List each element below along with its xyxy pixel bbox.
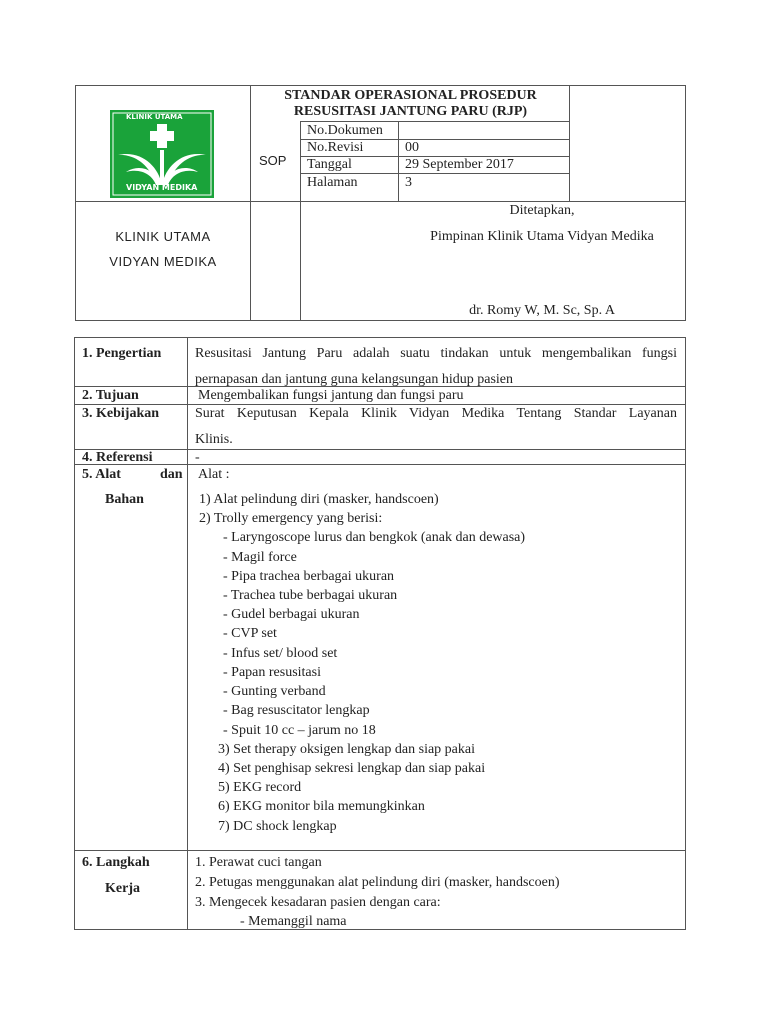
list-item: 5) EKG record	[218, 780, 302, 795]
signatory-name: dr. Romy W, M. Sc, Sp. A	[469, 303, 615, 318]
list-item: - Laryngoscope lurus dan bengkok (anak dan dewasa)	[223, 530, 526, 545]
list-item: 4) Set penghisap sekresi lengkap dan siap pakai	[218, 761, 486, 776]
list-item: - Pipa trachea berbagai ukuran	[223, 569, 395, 584]
section-label-kerja: Kerja	[105, 881, 140, 896]
logo-bottom-text: VIDYAN MEDIKA	[126, 183, 198, 192]
pimpinan-label: Pimpinan Klinik Utama Vidyan Medika	[430, 229, 654, 244]
section-label-referensi: 4. Referensi	[82, 450, 153, 465]
section-label-alat: 5. Alat	[82, 467, 121, 482]
list-item: - Spuit 10 cc – jarum no 18	[223, 723, 376, 738]
list-item: - Infus set/ blood set	[223, 646, 338, 661]
section-label-langkah: 6. Langkah	[82, 855, 150, 870]
list-item: 2. Petugas menggunakan alat pelindung diri (masker, handscoen)	[195, 875, 560, 890]
section-label-pengertian: 1. Pengertian	[82, 346, 162, 361]
list-item: - Gunting verband	[223, 684, 326, 699]
list-item: - CVP set	[223, 626, 277, 641]
section-label-bahan: Bahan	[105, 492, 144, 507]
kebijakan-text-line1: Surat Keputusan Kepala Klinik Vidyan Medika Tentang Standar Layanan	[195, 406, 677, 421]
section-label-kebijakan: 3. Kebijakan	[82, 406, 160, 421]
list-item: - Trachea tube berbagai ukuran	[223, 588, 398, 603]
doc-row-value: 3	[405, 175, 412, 190]
kebijakan-text-line2: Klinis.	[195, 432, 233, 447]
pengertian-text-line2: pernapasan dan jantung guna kelangsungan hidup pasien	[195, 372, 514, 387]
doc-row-label: Halaman	[307, 175, 358, 190]
doc-row-value: 29 September 2017	[405, 157, 514, 172]
list-item: 1. Perawat cuci tangan	[195, 855, 322, 870]
page-title-line1: STANDAR OPERASIONAL PROSEDUR	[284, 88, 537, 103]
list-item: 1) Alat pelindung diri (masker, handscoen)	[199, 492, 439, 507]
doc-row-value: 00	[405, 140, 419, 155]
referensi-text: -	[195, 450, 200, 465]
section-label-tujuan: 2. Tujuan	[82, 388, 139, 403]
ditetapkan-label: Ditetapkan,	[509, 203, 575, 218]
pengertian-text-line1: Resusitasi Jantung Paru adalah suatu tindakan untuk mengembalikan fungsi	[195, 346, 677, 361]
logo-top-text: KLINIK UTAMA	[126, 113, 183, 121]
page-title-line2: RESUSITASI JANTUNG PARU (RJP)	[293, 104, 528, 119]
sop-label: SOP	[259, 153, 287, 168]
doc-row-label: No.Dokumen	[307, 123, 383, 138]
list-item: - Bag resuscitator lengkap	[223, 703, 370, 718]
clinic-name-line1: KLINIK UTAMA	[115, 229, 211, 244]
list-item: 7) DC shock lengkap	[218, 819, 337, 834]
doc-row-label: No.Revisi	[307, 140, 364, 155]
list-item: - Magil force	[223, 550, 297, 565]
list-item: 2) Trolly emergency yang berisi:	[199, 511, 383, 526]
list-item: 3) Set therapy oksigen lengkap dan siap pakai	[218, 742, 475, 757]
list-item: - Gudel berbagai ukuran	[223, 607, 360, 622]
doc-row-label: Tanggal	[307, 157, 352, 172]
list-item: - Papan resusitasi	[223, 665, 321, 680]
list-item: - Memanggil nama	[240, 914, 347, 929]
alat-intro: Alat :	[198, 467, 230, 482]
section-label-dan: dan	[160, 467, 183, 482]
tujuan-text: Mengembalikan fungsi jantung dan fungsi paru	[198, 388, 464, 403]
list-item: 3. Mengecek kesadaran pasien dengan cara:	[195, 895, 441, 910]
clinic-name-line2: VIDYAN MEDIKA	[109, 254, 217, 269]
list-item: 6) EKG monitor bila memungkinkan	[218, 799, 425, 814]
